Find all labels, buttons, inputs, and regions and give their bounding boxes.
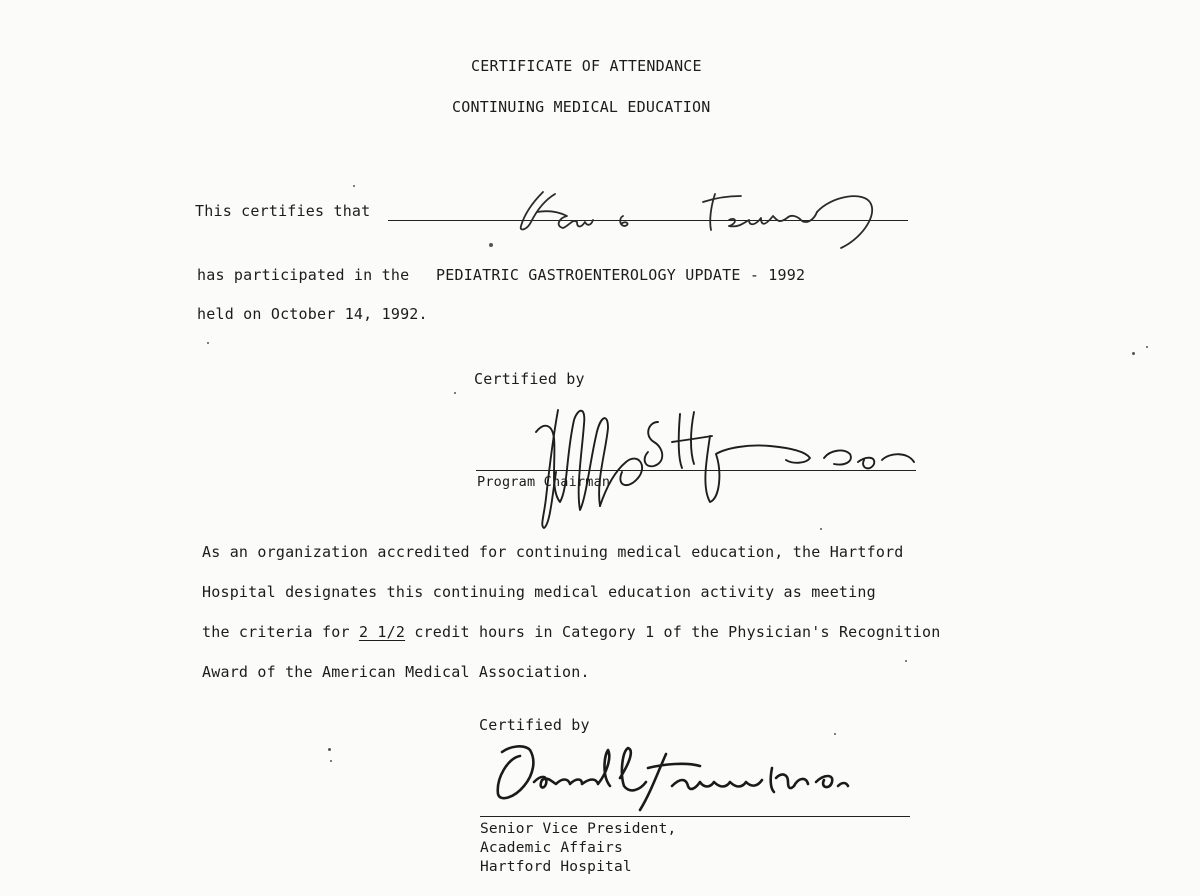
credit-hours: 2 1/2 (358, 623, 406, 641)
participated-label: has participated in the (197, 266, 410, 284)
program-chairman-label: Program Chairman (477, 474, 611, 490)
criteria-suffix: credit hours in Category 1 of the Physician's Recognition (405, 623, 941, 641)
scan-speck (1146, 346, 1148, 348)
accreditation-line-4: Award of the American Medical Association. (202, 663, 590, 681)
scan-speck (1132, 352, 1135, 355)
certificate-title: CERTIFICATE OF ATTENDANCE (471, 57, 702, 75)
signatory-title (480, 820, 676, 877)
scan-speck (454, 392, 456, 394)
accreditation-line-2: Hospital designates this continuing medical education activity as meeting (202, 583, 876, 601)
signatory-title-line-3: Hartford Hospital (480, 859, 632, 875)
signatory-title-line-1: Senior Vice President, (480, 821, 677, 837)
accreditation-statement (202, 532, 1002, 692)
program-chairman-signature (530, 402, 920, 532)
certified-by-label-2: Certified by (479, 716, 590, 734)
signatory-title-line-2: Academic Affairs (480, 840, 623, 856)
scan-speck (820, 528, 822, 530)
held-date-text: held on October 14, 1992. (197, 305, 428, 323)
attendee-signature (515, 182, 885, 252)
senior-vp-line (480, 816, 910, 817)
scan-speck (353, 185, 355, 187)
accreditation-line-1: As an organization accredited for continuing medical education, the Hartford (202, 543, 904, 561)
scan-speck (905, 660, 907, 662)
certificate-subtitle: CONTINUING MEDICAL EDUCATION (452, 98, 711, 116)
scan-speck (207, 342, 209, 344)
scan-speck (330, 760, 332, 762)
program-chairman-line (476, 470, 916, 471)
senior-vp-signature (490, 738, 870, 818)
certified-by-label-1: Certified by (474, 370, 585, 388)
event-name: PEDIATRIC GASTROENTEROLOGY UPDATE - 1992 (436, 266, 806, 284)
accreditation-line-3 (202, 612, 1002, 652)
scan-speck (834, 733, 836, 735)
criteria-prefix: the criteria for (202, 623, 359, 641)
scan-speck (489, 243, 493, 247)
scan-speck (328, 748, 331, 751)
certifies-label: This certifies that (195, 202, 371, 220)
